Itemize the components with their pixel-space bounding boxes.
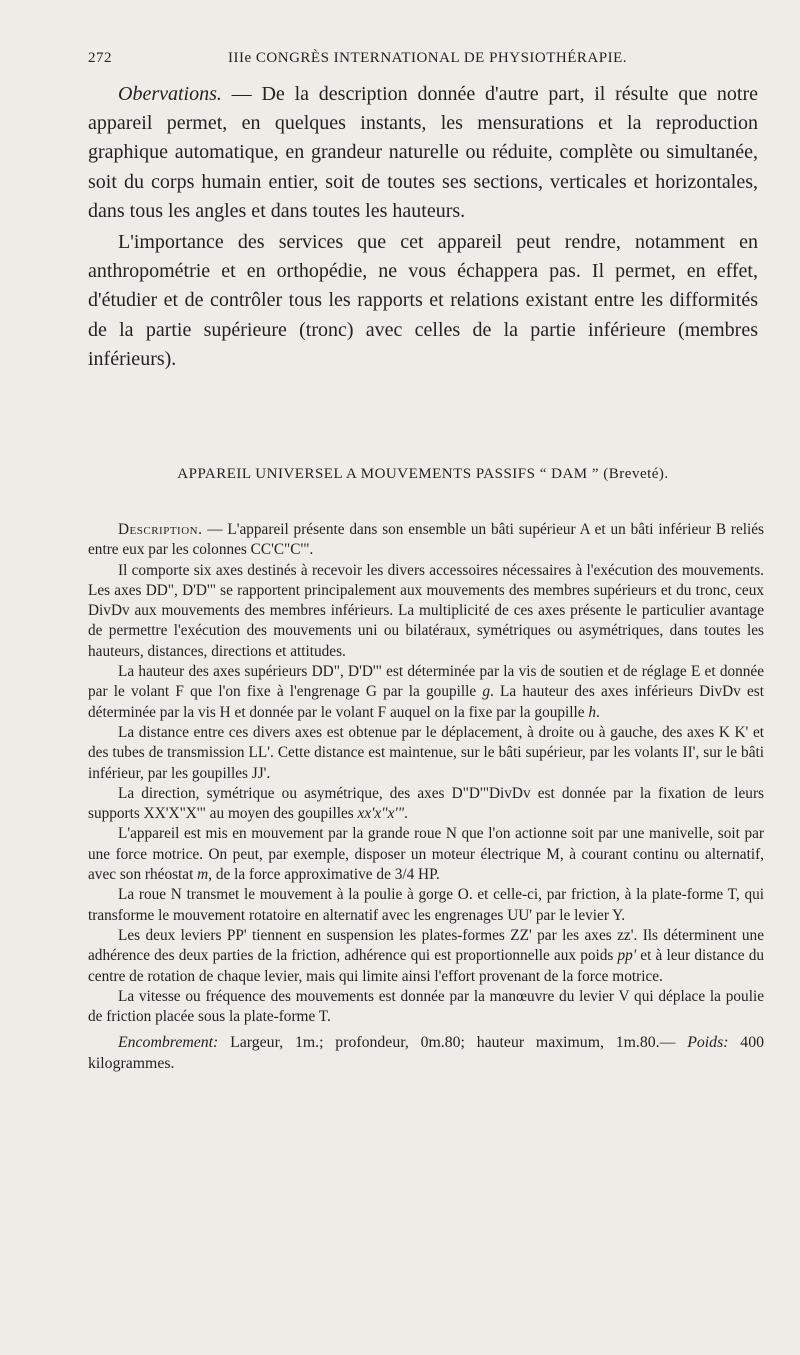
- height-paragraph: [88, 662, 764, 723]
- observations-lead: Obervations.: [118, 83, 222, 105]
- description-section: [88, 520, 764, 1074]
- motion-text-a: L'appareil est mis en mouvement par la grande roue N que l'on actionne soit par une manivelle, soit par une force motrice. On peut, par exemple, disposer un moteur électrique M, à courant continu ou alternatif, avec son rhéostat: [88, 825, 764, 884]
- direction-text-b: .: [404, 805, 408, 823]
- weights-pp: pp': [617, 947, 637, 965]
- pins-x: xx'x"x'": [357, 805, 405, 823]
- levers-text-a: Les deux leviers PP' tiennent en suspension les plates-formes ZZ' par les axes zz'. Ils déterminent une adhérence des deux parties de la friction, adhérence qui est proportionnelle aux poids: [88, 926, 764, 965]
- description-paragraph: [88, 520, 764, 561]
- height-text-a: La hauteur des axes supérieurs DD", D'D'" est déterminée par la vis de soutien et de réglage E et donnée par le volant F que l'on fixe à l'engrenage G par la goupille: [88, 663, 764, 701]
- encombrement-text: Largeur, 1m.; profondeur, 0m.80; hauteur maximum, 1m.80.—: [218, 1034, 688, 1052]
- motion-paragraph: [88, 824, 764, 885]
- levers-paragraph: [88, 926, 764, 987]
- wheel-paragraph: La roue N transmet le mouvement à la poulie à gorge O. et celle-ci, par friction, à la plate-forme T, qui transforme le mouvement rotatoire en alternatif avec les engrenages UU' par le levier Y.: [88, 886, 764, 924]
- pin-h: h: [588, 703, 597, 721]
- section-title: APPAREIL UNIVERSEL A MOUVEMENTS PASSIFS “ DAM ” (Breveté).: [177, 466, 669, 482]
- observations-section: [88, 80, 758, 374]
- poids-text: 400 kilogrammes.: [88, 1034, 764, 1072]
- description-lead: Description.: [118, 521, 203, 538]
- observations-text: — De la description donnée d'autre part, il résulte que notre appareil permet, en quelques instants, les mensurations et la reproduction graphique automatique, en grandeur naturelle ou réduite, complète ou simultanée, soit du corps humain entier, soit de toutes ses sections, verticales et horizontales, dans tous les angles et dans toutes les hauteurs.: [88, 83, 758, 222]
- dimensions-paragraph: [88, 1033, 764, 1074]
- direction-paragraph: [88, 784, 764, 825]
- running-title: IIIe CONGRÈS INTERNATIONAL DE PHYSIOTHÉRAPIE.: [228, 50, 627, 66]
- importance-paragraph: L'importance des services que cet appareil peut rendre, notamment en anthropométrie et en orthopédie, ne vous échappera pas. Il permet, en effet, d'étudier et de contrôler tous les rapports et relations existant entre les difformités de la partie supérieure (tronc) avec celles de la partie inférieure (membres inférieurs).: [88, 231, 758, 370]
- height-text-c: .: [596, 703, 600, 721]
- page-number: 272: [88, 50, 112, 66]
- levers-text-b: et à leur distance du centre de rotation de chaque levier, mais qui limite ainsi l'effort provenant de la force motrice.: [88, 947, 764, 985]
- height-text-b: . La hauteur des axes inférieurs DivDv est déterminée par la vis H et donnée par le volant F auquel on la fixe par la goupille: [88, 683, 764, 721]
- rheostat-m: m: [197, 866, 209, 884]
- pin-g: g: [482, 683, 491, 701]
- axes-paragraph: Il comporte six axes destinés à recevoir les divers accessoires nécessaires à l'exécution des mouvements. Les axes DD", D'D'" se rapportent principalement aux mouvements des membres supérieurs et du tronc, ceux DivDv aux mouvements des membres inférieurs. La multiplicité de ces axes présente le particulier avantage de permettre l'exécution des mouvements uni ou bilatéraux, symétriques ou asymétriques, dans toutes les hauteurs, distances, directions et attitudes.: [88, 561, 764, 660]
- observations-paragraph: [88, 80, 758, 226]
- direction-text-a: La direction, symétrique ou asymétrique, des axes D"D'"DivDv est donnée par la fixation de leurs supports XX'X"X'" au moyen des goupilles: [88, 784, 764, 823]
- poids-label: Poids:: [687, 1034, 729, 1052]
- distance-paragraph: La distance entre ces divers axes est obtenue par le déplacement, à droite ou à gauche, des axes K K' et des tubes de transmission LL'. Cette distance est maintenue, sur le bâti supérieur, par les volants II', sur le bâti inférieur, par les goupilles JJ'.: [88, 723, 764, 782]
- description-text: — L'appareil présente dans son ensemble un bâti supérieur A et un bâti inférieur B reliés entre eux par les colonnes CC'C"C'".: [88, 521, 764, 559]
- speed-paragraph: La vitesse ou fréquence des mouvements est donnée par la manœuvre du levier V qui déplace la poulie de friction placée sous la plate-forme T.: [88, 987, 764, 1026]
- encombrement-label: Encombrement:: [118, 1034, 219, 1052]
- motion-text-b: , de la force approximative de 3/4 HP.: [208, 866, 440, 884]
